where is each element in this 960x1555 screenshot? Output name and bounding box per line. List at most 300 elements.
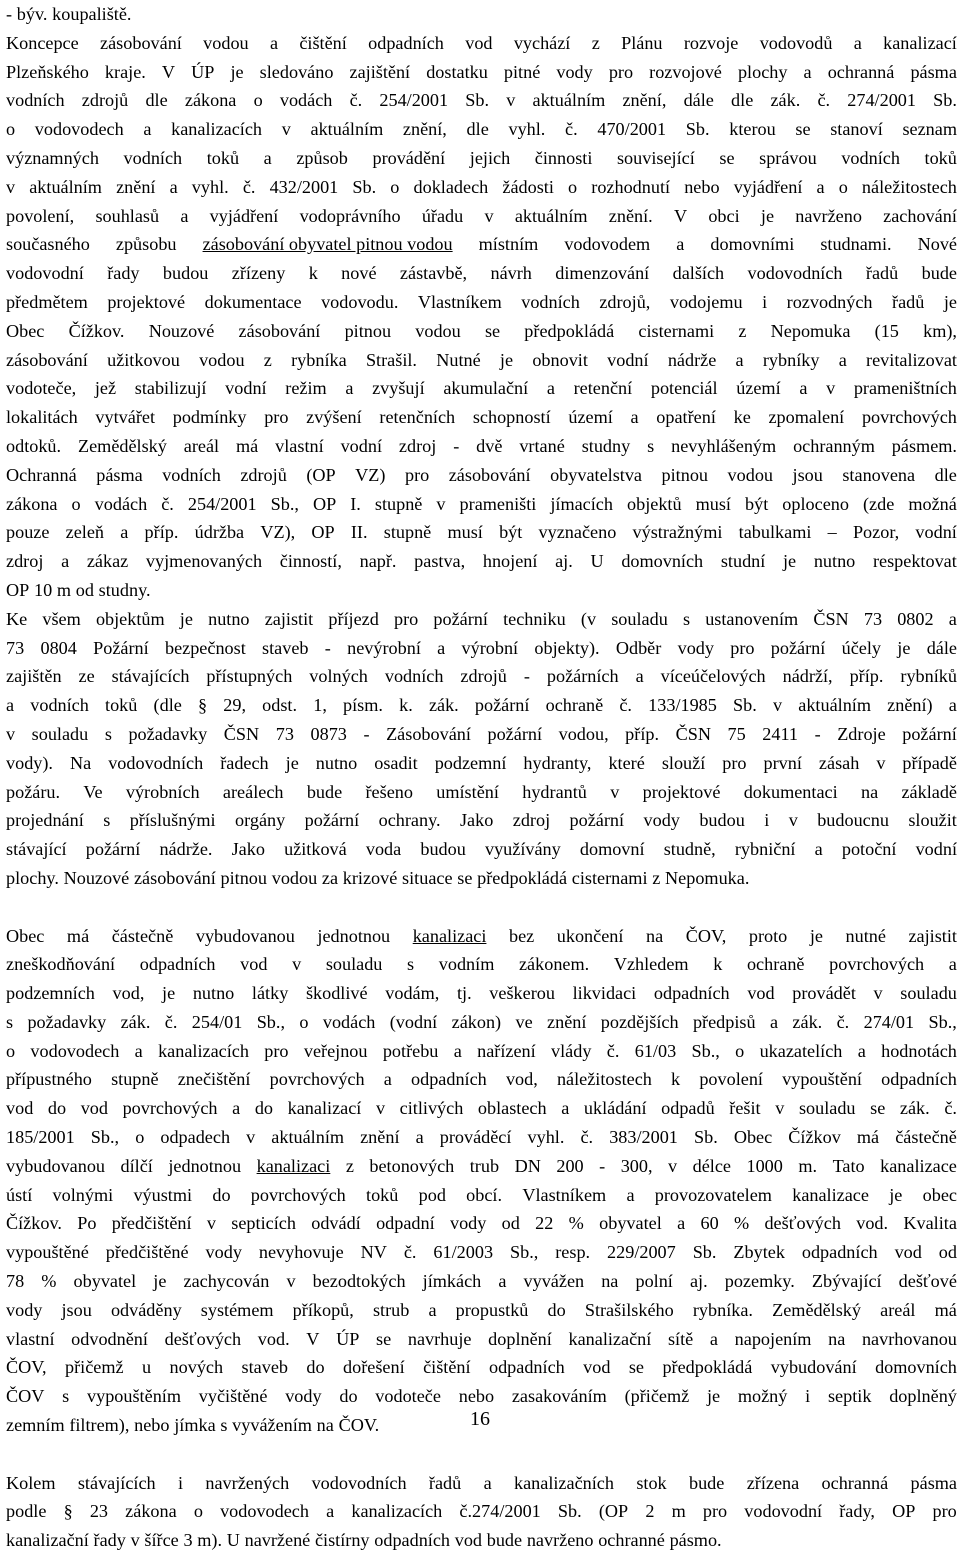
word: % (733, 1213, 750, 1234)
word: v (6, 176, 16, 197)
word: 1, (313, 695, 327, 716)
word: dvě (476, 435, 503, 456)
word: vybudovanou (6, 1155, 106, 1176)
word: zákona (6, 493, 58, 514)
word: Strašilského (584, 1299, 674, 1320)
word: nevýrobní (347, 637, 421, 658)
word: vodní (225, 378, 267, 399)
word: v (292, 954, 302, 975)
word: rozvodných (786, 291, 873, 312)
word: a (483, 1472, 492, 1493)
word: Kolem (6, 1472, 56, 1493)
word: ukazatelích (759, 1040, 843, 1061)
word: o (6, 1040, 16, 1061)
word: 383/2001 (609, 1127, 678, 1148)
word: vyznačeno (538, 522, 617, 543)
word: NV (360, 1242, 387, 1263)
word: pozemky. (724, 1271, 795, 1292)
word: aktuálním (271, 1127, 345, 1148)
word: požární (85, 839, 141, 860)
word: objektů (627, 493, 682, 514)
word: je (179, 608, 193, 629)
word: ochraně (545, 695, 604, 716)
word: § (198, 695, 208, 716)
word: v (610, 781, 620, 802)
word: a (415, 1127, 424, 1148)
word: staveb (241, 1357, 288, 1378)
word: navržené (244, 1530, 311, 1551)
word: dostatku (426, 61, 488, 82)
word: pro (722, 752, 747, 773)
word: k. (399, 695, 413, 716)
word: rozvojové (649, 61, 722, 82)
word: Sb., (270, 493, 299, 514)
word: vlastní (275, 435, 324, 456)
word: Sb. (733, 695, 757, 716)
word: šířce (144, 1530, 179, 1551)
word: a (814, 839, 823, 860)
text-line (6, 317, 957, 346)
word: řadů (892, 291, 925, 312)
word: a (561, 1098, 570, 1119)
underlined-phrase: kanalizaci (256, 1155, 331, 1176)
word: související (616, 147, 695, 168)
word: obnovit (532, 349, 588, 370)
word: vodách (279, 90, 333, 111)
word: vychází (513, 32, 571, 53)
word: k (308, 263, 318, 284)
word: příp. (144, 522, 179, 543)
word: s (104, 723, 112, 744)
word: vodoprávního (299, 205, 401, 226)
word: odpadních (139, 954, 216, 975)
word: 274/01 (863, 1011, 915, 1032)
word: V (161, 61, 176, 82)
text-line (6, 1497, 957, 1526)
word: se (457, 867, 473, 888)
word: a (383, 1069, 392, 1090)
word: 2411 (762, 723, 798, 744)
word: pásma (910, 1472, 957, 1493)
word: a (735, 349, 744, 370)
word: vod (80, 1098, 108, 1119)
word: současného (6, 234, 90, 255)
word: aktuálním (310, 119, 384, 140)
word: situace (402, 867, 453, 888)
word: nebo (684, 176, 720, 197)
word: 0804 (40, 637, 77, 658)
word: vyjádření (733, 176, 803, 197)
word: budoucnu (817, 810, 889, 831)
word: č. (161, 493, 174, 514)
word: vodovodech (30, 1040, 120, 1061)
word: bezodtokých (312, 1271, 406, 1292)
word: aktuálním (514, 205, 588, 226)
word: vod (747, 983, 775, 1004)
word: betonových (369, 1155, 455, 1176)
text-line (6, 835, 957, 864)
word: a (676, 234, 685, 255)
word: 254/01 (191, 1011, 243, 1032)
word: požadavky (27, 1011, 107, 1032)
word: vodovodní (744, 1501, 823, 1522)
word: a (709, 1328, 718, 1349)
word: od (501, 1213, 520, 1234)
word: 73 (275, 723, 294, 744)
word: 0802 (897, 608, 934, 629)
word: kraje. (104, 61, 146, 82)
word: a (546, 378, 555, 399)
word: staveb (262, 637, 309, 658)
word: ČOV (6, 1386, 45, 1407)
word: pastva, (414, 551, 466, 572)
word: domovních (875, 1357, 957, 1378)
word: respektovat (872, 551, 957, 572)
word: hydrantů (522, 781, 587, 802)
word: v (876, 752, 886, 773)
word: dle (145, 90, 168, 111)
word: sítě (667, 1328, 694, 1349)
word: ČOV, (685, 925, 727, 946)
word: rozhodnutí (591, 176, 671, 197)
word: doplnění (488, 1328, 552, 1349)
word: aj. (555, 551, 573, 572)
word: citlivých (399, 1098, 464, 1119)
word: se (628, 1357, 645, 1378)
word: v (772, 695, 783, 716)
word: areál (183, 435, 220, 456)
word: zdrojů (460, 666, 507, 687)
word: VZ), (260, 522, 296, 543)
word: Nové (917, 234, 957, 255)
word: v (873, 983, 883, 1004)
word: kanalizací (287, 1098, 362, 1119)
word: vlastní (6, 1328, 55, 1349)
text-line (6, 547, 957, 576)
word: č. (817, 90, 831, 111)
word: pásmo. (669, 1530, 722, 1551)
word: příjezd (328, 608, 379, 629)
word: toků (206, 147, 240, 168)
word: povolení (699, 1069, 763, 1090)
word: vyhl. (191, 176, 229, 197)
word: Vlastníkem (522, 1184, 607, 1205)
word: pouze (6, 522, 50, 543)
word: dešťových (764, 1213, 841, 1234)
text-line (6, 778, 957, 807)
word: čistírny (314, 1530, 370, 1551)
word: stupně (111, 1069, 159, 1090)
word: 185/2001 (6, 1127, 75, 1148)
word: ÚP (336, 1328, 360, 1349)
word: 254/2001 (187, 493, 257, 514)
word: na (601, 1271, 619, 1292)
word: vodovodech (34, 119, 124, 140)
word: vodou (727, 464, 773, 485)
word: potenciál (650, 378, 718, 399)
word: ke (733, 407, 751, 428)
word: dešťové (898, 1271, 957, 1292)
underlined-phrase: zásobování obyvatel pitnou vodou (202, 234, 453, 255)
word: 78 (6, 1271, 25, 1292)
word: ČSN (813, 608, 849, 629)
word: o (390, 176, 400, 197)
word: vyhl. (527, 1127, 565, 1148)
word: rybniční (734, 839, 796, 860)
word: stanoví (830, 119, 883, 140)
word: znění) (887, 695, 933, 716)
word: obyvatel (73, 1271, 137, 1292)
word: vod (894, 1242, 922, 1263)
word: pod (418, 1184, 446, 1205)
word: sledováno (259, 61, 334, 82)
word: možná (908, 493, 957, 514)
word: čištění (423, 1357, 471, 1378)
word: jsou (792, 464, 823, 485)
word: nádrží, (782, 666, 833, 687)
word: je (706, 1386, 721, 1407)
word: řešeno (365, 781, 413, 802)
word: podzemní (434, 752, 507, 773)
word: na (645, 925, 664, 946)
word: pozdějších (600, 1011, 679, 1032)
word: vod, (505, 1069, 538, 1090)
word: nutno (315, 752, 358, 773)
word: z (345, 1155, 354, 1176)
word: řadech (220, 752, 269, 773)
word: hnojení (482, 551, 538, 572)
word: septik (827, 1386, 872, 1407)
word: dokladech (413, 176, 489, 197)
word: podmínky (172, 407, 247, 428)
word: odpadních (368, 32, 444, 53)
word: kanalizace (792, 1184, 869, 1205)
word: 61/03 (634, 1040, 677, 1061)
text-line (6, 634, 957, 663)
word: Čížkov. (68, 320, 125, 341)
word: řešit (729, 1098, 761, 1119)
word: 3 (183, 1530, 193, 1551)
word: zák. (428, 695, 459, 716)
word: vodám, (385, 983, 440, 1004)
word: má (934, 1299, 957, 1320)
word: souladu (900, 983, 957, 1004)
word: je (760, 205, 775, 226)
word: vody). (6, 752, 53, 773)
word: s (103, 810, 111, 831)
word: projednání (6, 810, 84, 831)
text-line (6, 922, 957, 951)
word: znění. (608, 205, 653, 226)
word: septicích (231, 1213, 296, 1234)
word: m). (197, 1530, 223, 1551)
word: zdroj (6, 551, 44, 572)
word: revitalizovat (866, 349, 957, 370)
word: plochy. (6, 867, 59, 888)
word: a (120, 522, 129, 543)
word: navrhuje (407, 1328, 472, 1349)
word: retenční (573, 378, 633, 399)
word: základě (901, 781, 957, 802)
word: znečištění (177, 1069, 251, 1090)
text-line (6, 461, 957, 490)
word: škodlivé (305, 983, 368, 1004)
word: vodovodu. (321, 291, 399, 312)
word: zemním (6, 1415, 65, 1436)
word: vodou, (558, 723, 609, 744)
word: pitnou (344, 320, 392, 341)
word: jímka (174, 1415, 216, 1436)
word: tabulkami (738, 522, 812, 543)
word: Čížkov. (6, 1213, 62, 1234)
word: se (719, 147, 735, 168)
word: vrtané (519, 435, 565, 456)
word: veškerou (489, 983, 555, 1004)
word: účely (841, 637, 881, 658)
word: dešťových (164, 1328, 242, 1349)
word: řadů (865, 263, 899, 284)
word: potřebu (382, 1040, 439, 1061)
word: a (269, 32, 279, 53)
word: 274/2001 (847, 90, 916, 111)
word: a (838, 349, 847, 370)
word: ústí (6, 1184, 33, 1205)
text-line (6, 1152, 957, 1181)
word: rybníků (900, 666, 957, 687)
word: s (62, 1386, 70, 1407)
word: resp. (555, 1242, 591, 1263)
word: požární (770, 637, 826, 658)
word: i (177, 1472, 184, 1493)
word: požární (487, 723, 543, 744)
word: ÚP (191, 61, 215, 82)
word: 73 (6, 637, 25, 658)
word: od (75, 579, 94, 600)
word: umístění (436, 781, 499, 802)
word: 470/2001 (597, 119, 667, 140)
word: aktuálním (532, 90, 606, 111)
word: provozovatelem (654, 1184, 772, 1205)
text-line (6, 1267, 957, 1296)
word: odvádí (311, 1213, 361, 1234)
word: odpadních (801, 1242, 878, 1263)
word: vody (285, 1386, 322, 1407)
word: území (736, 378, 781, 399)
word: vodním (438, 954, 495, 975)
word: stupně (383, 522, 432, 543)
word: do (212, 1184, 231, 1205)
word: dle (466, 119, 489, 140)
word: k (713, 954, 723, 975)
word: pro (394, 608, 419, 629)
word: budou (162, 263, 209, 284)
word: 75 (727, 723, 746, 744)
word: jednotnou (168, 1155, 242, 1176)
word: (15 (874, 320, 899, 341)
text-line (6, 605, 957, 634)
word: ČOV, (6, 1357, 47, 1378)
word: 61/2003 (433, 1242, 494, 1263)
text-line (6, 144, 957, 173)
word: obyvatelstva (550, 464, 643, 485)
text-line (6, 86, 957, 115)
word: se (376, 1328, 392, 1349)
word: - (599, 1155, 606, 1176)
word: 300, (620, 1155, 653, 1176)
word: areál (880, 1299, 916, 1320)
word: pásmem. (891, 435, 957, 456)
word: zásobování (238, 320, 321, 341)
word: Sb. (693, 1127, 718, 1148)
text-line (6, 518, 957, 547)
word: režim (285, 378, 327, 399)
word: z (263, 349, 272, 370)
word: 2 (645, 1501, 655, 1522)
word: 200 (556, 1155, 584, 1176)
word: volnými (52, 1184, 114, 1205)
word: příp. (849, 666, 884, 687)
word: od (938, 1242, 957, 1263)
word: a (169, 176, 178, 197)
word: je (162, 983, 176, 1004)
word: ukládání (583, 1098, 647, 1119)
word: - (523, 666, 530, 687)
word: žádosti (502, 176, 554, 197)
word: OP (892, 1501, 916, 1522)
word: (vodní (389, 1011, 438, 1032)
word: sloužit (908, 810, 957, 831)
word: U (226, 1530, 240, 1551)
word: o (193, 1501, 203, 1522)
word: odvodnění (71, 1328, 148, 1349)
word: vodovodů (759, 32, 833, 53)
word: kanalizačních (513, 1472, 614, 1493)
word: prameništních (853, 378, 957, 399)
word: č. (580, 1127, 594, 1148)
word: kanalizace (880, 1155, 957, 1176)
word: je (153, 1271, 167, 1292)
text-line (6, 432, 957, 461)
word: zajištěn (6, 666, 62, 687)
word: je (897, 637, 911, 658)
word: jejich (469, 147, 511, 168)
word: Čížkov (788, 1127, 841, 1148)
word: volných (309, 666, 368, 687)
word: v (206, 1213, 216, 1234)
word: Strašil. (365, 349, 417, 370)
word: a (803, 61, 812, 82)
word: krizové (342, 867, 398, 888)
word: odtoků. (6, 435, 62, 456)
word: dokumentaci (743, 781, 838, 802)
word: jímacích (550, 493, 613, 514)
word: zásobování (6, 349, 88, 370)
word: v (668, 1155, 678, 1176)
word: 22 (535, 1213, 554, 1234)
word: podle (6, 1501, 47, 1522)
word: řady, (839, 1501, 875, 1522)
text-line (6, 1181, 957, 1210)
word: dle (731, 90, 754, 111)
text-line (6, 864, 957, 893)
word: předpokládá (662, 1357, 753, 1378)
word: zásobování (133, 867, 216, 888)
word: do (306, 1357, 325, 1378)
text-line (6, 1008, 957, 1037)
word: aktuálním (798, 695, 871, 716)
word: č. (349, 90, 363, 111)
word: bez (508, 925, 535, 946)
